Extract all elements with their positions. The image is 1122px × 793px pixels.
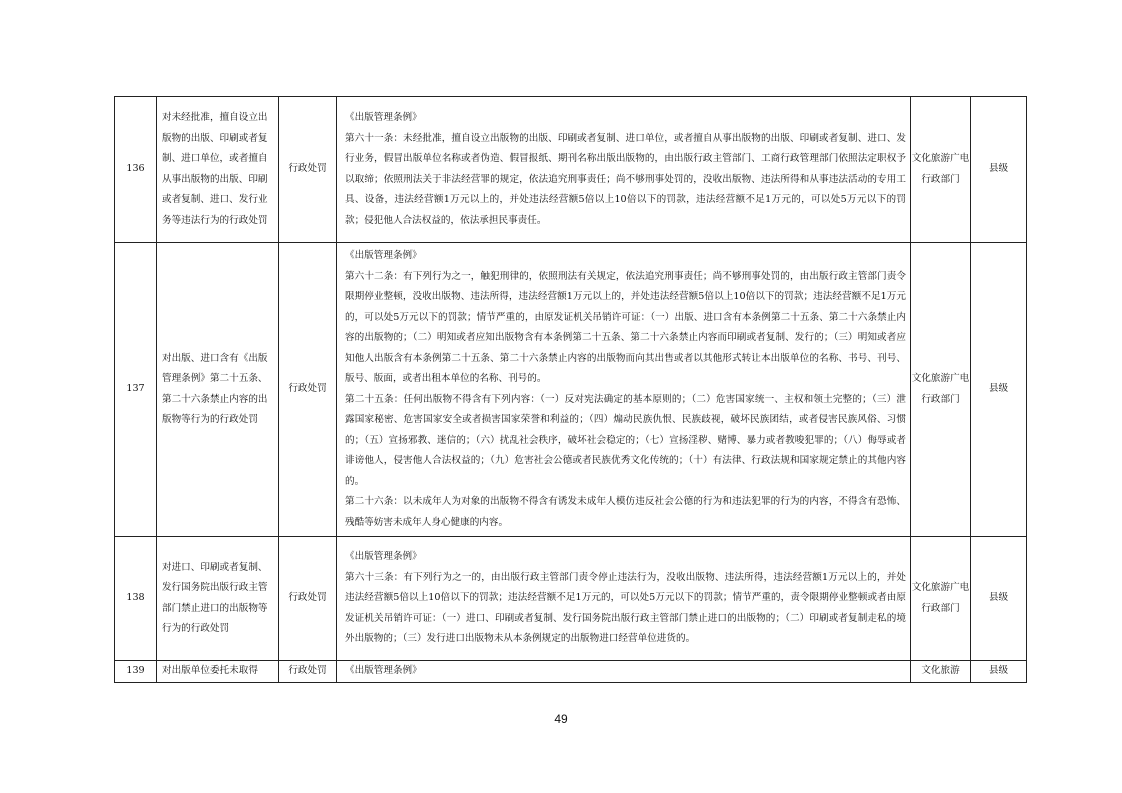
admin-level: 县级 [971, 97, 1027, 243]
article-text: 第二十六条：以未成年人为对象的出版物不得含有诱发未成年人模仿违反社会公德的行为和违法犯罪的行为的内容，不得含有恐怖、残酷等妨害未成年人身心健康的内容。 [345, 496, 906, 528]
admin-level: 县级 [971, 243, 1027, 537]
legal-basis [337, 661, 911, 683]
table-row [115, 537, 1027, 661]
item-type: 行政处罚 [279, 537, 337, 661]
row-number: 139 [115, 661, 157, 683]
legal-basis [337, 243, 911, 537]
admin-level: 县级 [971, 537, 1027, 661]
item-name: 对出版单位委托未取得 [157, 661, 279, 683]
law-title: 《出版管理条例》 [345, 112, 422, 123]
article-text: 第二十五条：任何出版物不得含有下列内容：（一）反对宪法确定的基本原则的；（二）危害国家统一、主权和领土完整的；（三）泄露国家秘密、危害国家安全或者损害国家荣誉和利益的；（四）煽动民族仇恨、民族歧视，破坏民族团结，或者侵害民族风俗、习惯的；（五）宣扬邪教、迷信的；（六）扰乱社会秩序，破坏社会稳定的；（七）宣扬淫秽、赌博、暴力或者教唆犯罪的；（八）侮辱或者诽谤他人，侵害他人合法权益的；（九）危害社会公德或者民族优秀文化传统的；（十）有法律、行政法规和国家规定禁止的其他内容的。 [345, 393, 906, 487]
item-name: 对进口、印刷或者复制、发行国务院出版行政主管部门禁止进口的出版物等行为的行政处罚 [157, 537, 279, 661]
row-number: 136 [115, 97, 157, 243]
table-row [115, 243, 1027, 537]
article-text: 第六十一条：未经批准，擅自设立出版物的出版、印刷或者复制、进口单位，或者擅自从事出版物的出版、印刷或者复制、进口、发行业务，假冒出版单位名称或者伪造、假冒报纸、期刊名称出版出版物的，由出版行政主管部门、工商行政管理部门依照法定职权予以取缔；依照刑法关于非法经营罪的规定，依法追究刑事责任；尚不够刑事处罚的，没收出版物、违法所得和从事违法活动的专用工具、设备，违法经营额1万元以上的，并处违法经营额5倍以上10倍以下的罚款，违法经营额不足1万元的，可以处5万元以下的罚款；侵犯他人合法权益的，依法承担民事责任。 [345, 132, 906, 226]
legal-basis [337, 537, 911, 661]
law-title: 《出版管理条例》 [345, 551, 422, 563]
department: 文化旅游广电行政部门 [911, 243, 971, 537]
article-text: 第六十二条：有下列行为之一，触犯刑律的，依照刑法有关规定，依法追究刑事责任；尚不够刑事处罚的，由出版行政主管部门责令限期停业整顿，没收出版物、违法所得，违法经营额1万元以上的，并处违法经营额5倍以上10倍以下的罚款；违法经营额不足1万元的，可以处5万元以下的罚款；情节严重的，由原发证机关吊销许可证：（一）出版、进口含有本条例第二十五条、第二十六条禁止内容的出版物的；（二）明知或者应知出版物含有本条例第二十五条、第二十六条禁止内容而印刷或者复制、发行的；（三）明知或者应知他人出版含有本条例第二十五条、第二十六条禁止内容的出版物而向其出售或者以其他形式转让本出版单位的名称、书号、刊号、版号、版面，或者出租本单位的名称、刊号的。 [345, 270, 906, 384]
law-title: 《出版管理条例》 [345, 665, 422, 676]
article-text: 第六十三条：有下列行为之一的，由出版行政主管部门责令停止违法行为，没收出版物、违法所得，违法经营额1万元以上的，并处违法经营额5倍以上10倍以下的罚款；违法经营额不足1万元的，可以处5万元以下的罚款；情节严重的，责令限期停业整顿或者由原发证机关吊销许可证：（一）进口、印刷或者复制、发行国务院出版行政主管部门禁止进口的出版物的；（二）印刷或者复制走私的境外出版物的；（三）发行进口出版物未从本条例规定的出版物进口经营单位进货的。 [345, 571, 906, 645]
row-number: 137 [115, 243, 157, 537]
item-type: 行政处罚 [279, 243, 337, 537]
law-title: 《出版管理条例》 [345, 250, 422, 261]
penalty-table [114, 96, 1027, 683]
item-type: 行政处罚 [279, 97, 337, 243]
item-type: 行政处罚 [279, 661, 337, 683]
table-row [115, 661, 1027, 683]
row-number: 138 [115, 537, 157, 661]
department: 文化旅游广电行政部门 [911, 537, 971, 661]
department: 文化旅游广电行政部门 [911, 97, 971, 243]
item-name: 对出版、进口含有《出版管理条例》第二十五条、第二十六条禁止内容的出版物等行为的行政处罚 [157, 243, 279, 537]
item-name: 对未经批准，擅自设立出版物的出版、印刷或者复制、进口单位，或者擅自从事出版物的出版、印刷或者复制、进口、发行业务等违法行为的行政处罚 [157, 97, 279, 243]
admin-level: 县级 [971, 661, 1027, 683]
table-row [115, 97, 1027, 243]
legal-basis [337, 97, 911, 243]
page-number: 49 [554, 712, 568, 726]
department: 文化旅游 [911, 661, 971, 683]
